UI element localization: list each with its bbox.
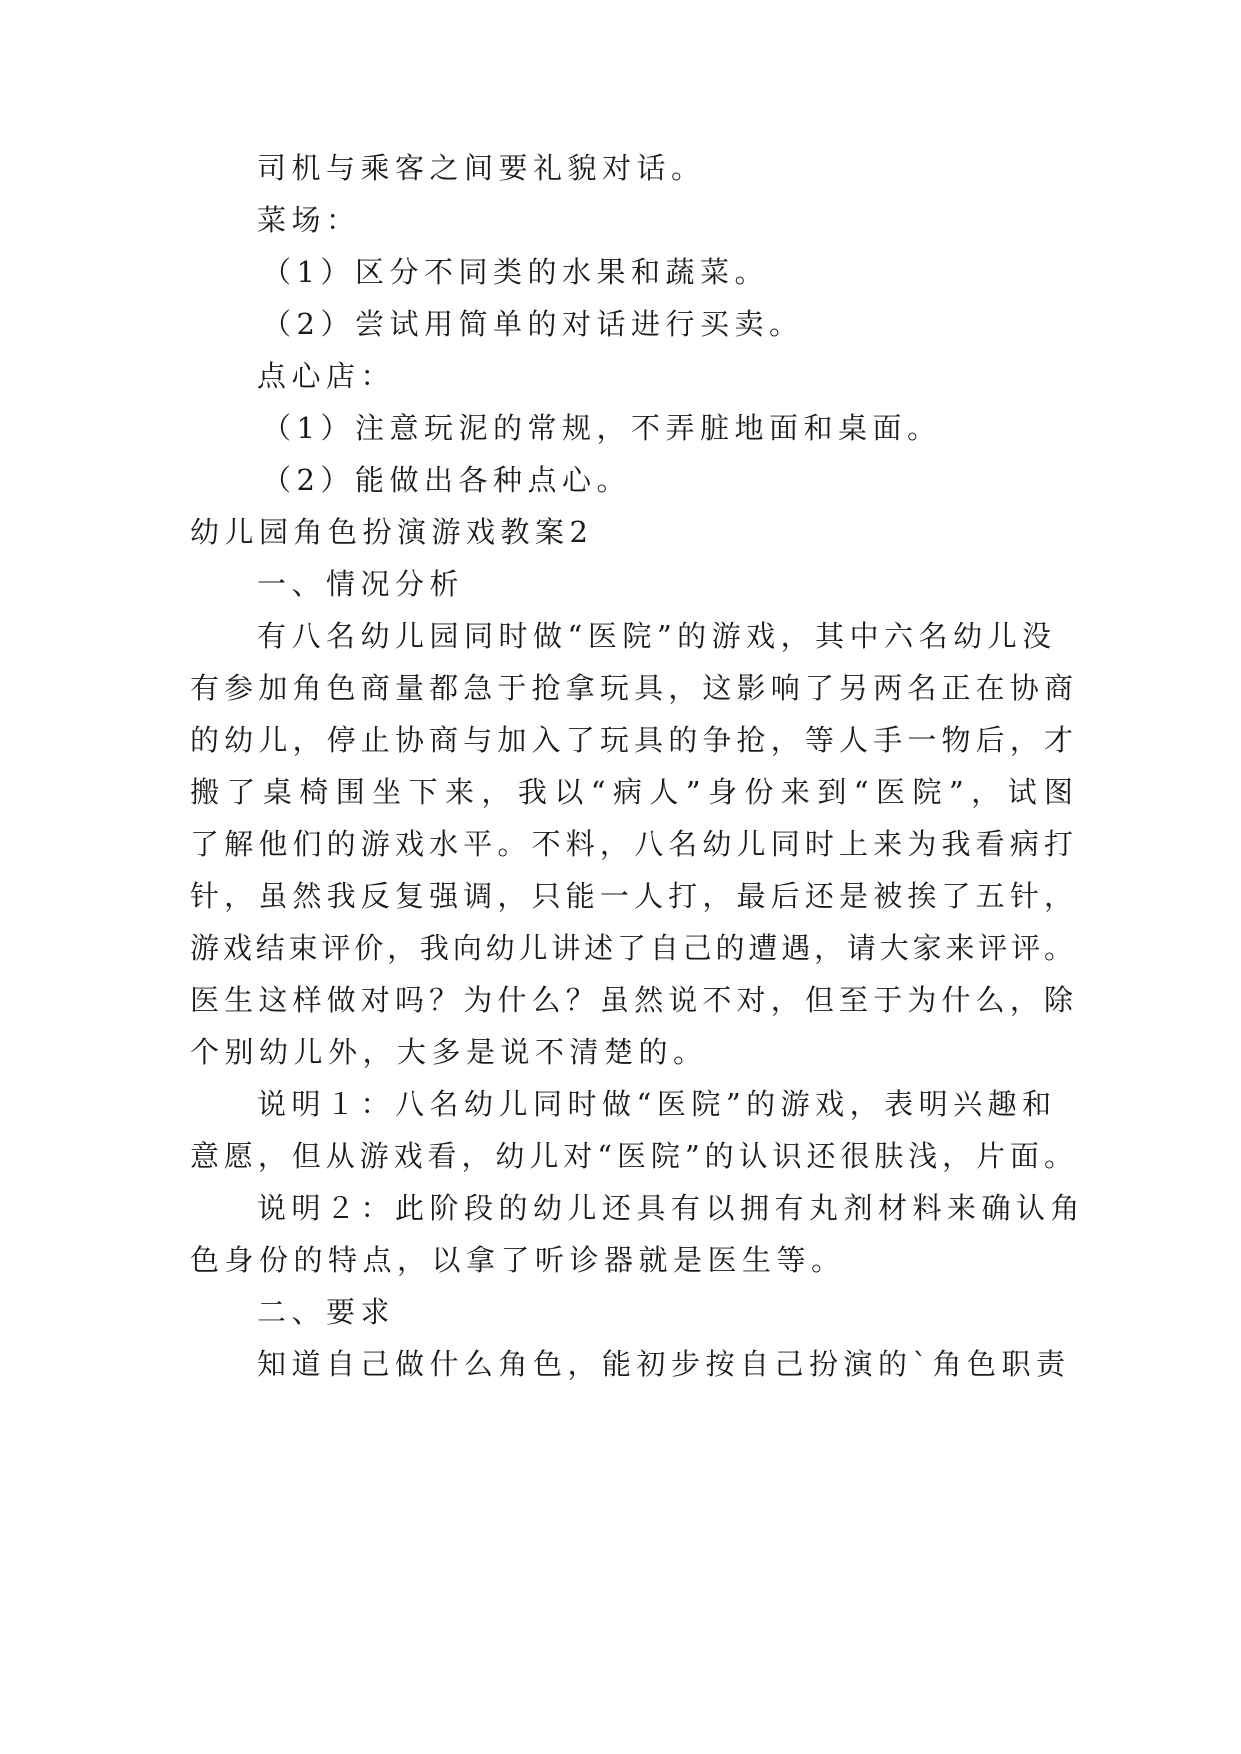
- paragraph-line: 司机与乘客之间要礼貌对话。: [257, 151, 706, 185]
- paragraph-line: 意愿，但从游戏看，幼儿对“医院”的认识还很肤浅，片面。: [190, 1139, 1073, 1173]
- list-item: （1）注意玩泥的常规，不弄脏地面和桌面。: [262, 411, 942, 445]
- paragraph-line: 知道自己做什么角色，能初步按自己扮演的`角色职责: [257, 1347, 1071, 1381]
- paragraph-line: 色身份的特点，以拿了听诊器就是医生等。: [190, 1243, 846, 1277]
- paragraph-line: 了解他们的游戏水平。不料，八名幼儿同时上来为我看病打: [190, 827, 1073, 861]
- paragraph-line: 说明２：此阶段的幼儿还具有以拥有丸剂材料来确认角: [257, 1191, 1086, 1225]
- document-title: 幼儿园角色扮演游戏教案2: [190, 515, 594, 549]
- paragraph-line: 游戏结束评价，我向幼儿讲述了自己的遭遇，请大家来评评。: [190, 931, 1073, 965]
- paragraph-line: 有八名幼儿园同时做“医院”的游戏，其中六名幼儿没: [257, 619, 1057, 653]
- list-item: （2）尝试用简单的对话进行买卖。: [262, 307, 804, 341]
- paragraph-line: 搬了桌椅围坐下来，我以“病人”身份来到“医院”，试图: [190, 775, 1073, 809]
- paragraph-line: 有参加角色商量都急于抢拿玩具，这影响了另两名正在协商: [190, 671, 1073, 705]
- paragraph-line: 说明１：八名幼儿同时做“医院”的游戏，表明兴趣和: [257, 1087, 1057, 1121]
- section-label-vegetable-market: 菜场：: [257, 203, 361, 237]
- paragraph-line: 个别幼儿外，大多是说不清楚的。: [190, 1035, 708, 1069]
- section-heading: 一、情况分析: [257, 567, 465, 601]
- paragraph-line: 医生这样做对吗？为什么？虽然说不对，但至于为什么，除: [190, 983, 1073, 1017]
- list-item: （1）区分不同类的水果和蔬菜。: [262, 255, 769, 289]
- section-heading: 二、要求: [257, 1295, 396, 1329]
- section-label-dessert-shop: 点心店：: [257, 359, 396, 393]
- list-item: （2）能做出各种点心。: [262, 463, 631, 497]
- paragraph-line: 的幼儿，停止协商与加入了玩具的争抢，等人手一物后，才: [190, 723, 1073, 757]
- paragraph-line: 针，虽然我反复强调，只能一人打，最后还是被挨了五针，: [190, 879, 1073, 913]
